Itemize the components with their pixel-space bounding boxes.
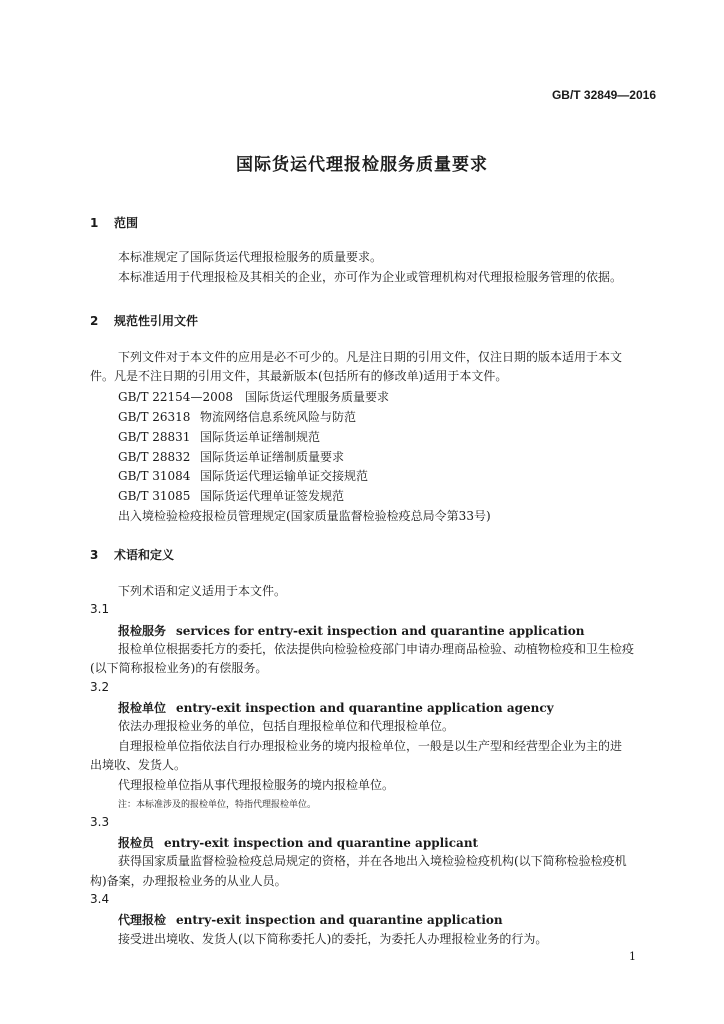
term-number: 3.4 bbox=[90, 892, 110, 906]
paragraph: 下列文件对于本文件的应用是必不可少的。凡是注日期的引用文件，仅注日期的版本适用于本文 bbox=[118, 350, 623, 364]
reference-title: 国际货运代理服务质量要求 bbox=[244, 390, 389, 404]
standard-number: GB/T 32849—2016 bbox=[551, 88, 656, 102]
term-zh: 报检单位 bbox=[118, 701, 167, 715]
reference-title: 国际货运单证缮制质量要求 bbox=[200, 450, 345, 464]
page-number: 1 bbox=[629, 950, 636, 963]
definition: 获得国家质量监督检验检疫总局规定的资格，并在各地出入境检验检疫机构(以下简称检验检疫机 bbox=[118, 854, 627, 868]
section-title: 范围 bbox=[114, 216, 139, 230]
section-title: 规范性引用文件 bbox=[114, 314, 199, 328]
reference-item bbox=[118, 408, 356, 425]
term-number: 3.1 bbox=[90, 602, 110, 616]
section-title: 术语和定义 bbox=[114, 548, 175, 562]
definition: 报检单位根据委托方的委托，依法提供向检验检疫部门申请办理商品检验、动植物检疫和卫生检疫 bbox=[118, 642, 635, 656]
term-number: 3.2 bbox=[90, 680, 110, 694]
term-en: services for entry-exit inspection and quarantine application bbox=[176, 624, 585, 638]
section-3-heading bbox=[90, 546, 174, 563]
note: 注：本标准涉及的报检单位，特指代理报检单位。 bbox=[118, 800, 317, 810]
reference-item: 出入境检验检疫报检员管理规定(国家质量监督检验检疫总局令第33号) bbox=[118, 509, 491, 523]
reference-code: GB/T 28832 bbox=[118, 450, 191, 464]
term-en: entry-exit inspection and quarantine application bbox=[176, 913, 503, 927]
section-number: 3 bbox=[90, 548, 99, 562]
reference-title: 国际货运单证缮制规范 bbox=[200, 430, 321, 444]
section-number: 2 bbox=[90, 314, 99, 328]
reference-code: GB/T 22154—2008 bbox=[118, 390, 233, 404]
section-number: 1 bbox=[90, 216, 99, 230]
definition: (以下简称报检业务)的有偿服务。 bbox=[90, 661, 268, 675]
definition: 依法办理报检业务的单位，包括自理报检单位和代理报检单位。 bbox=[118, 719, 455, 733]
definition: 构)备案，办理报检业务的从业人员。 bbox=[90, 874, 287, 888]
reference-title: 物流网络信息系统风险与防范 bbox=[200, 410, 357, 424]
reference-item bbox=[118, 487, 344, 504]
reference-code: GB/T 26318 bbox=[118, 410, 191, 424]
definition: 自理报检单位指依法自行办理报检业务的境内报检单位，一般是以生产型和经营型企业为主的进 bbox=[118, 739, 623, 753]
term-zh: 代理报检 bbox=[118, 913, 167, 927]
reference-title: 国际货运代理运输单证交接规范 bbox=[200, 469, 369, 483]
paragraph: 本标准规定了国际货运代理报检服务的质量要求。 bbox=[118, 250, 383, 264]
paragraph: 本标准适用于代理报检及其相关的企业，亦可作为企业或管理机构对代理报检服务管理的依据。 bbox=[118, 270, 623, 284]
term-zh: 报检员 bbox=[118, 836, 155, 850]
reference-item bbox=[118, 448, 344, 465]
paragraph: 件。凡是不注日期的引用文件，其最新版本(包括所有的修改单)适用于本文件。 bbox=[90, 369, 508, 383]
term-en: entry-exit inspection and quarantine applicant bbox=[164, 836, 479, 850]
term-heading bbox=[118, 911, 503, 928]
paragraph: 下列术语和定义适用于本文件。 bbox=[118, 584, 287, 598]
reference-item bbox=[118, 467, 368, 484]
term-heading bbox=[118, 834, 478, 851]
term-number: 3.3 bbox=[90, 815, 110, 829]
reference-code: GB/T 28831 bbox=[118, 430, 191, 444]
definition: 接受进出境收、发货人(以下简称委托人)的委托，为委托人办理报检业务的行为。 bbox=[118, 932, 548, 946]
term-en: entry-exit inspection and quarantine application agency bbox=[176, 701, 554, 715]
reference-title: 国际货运代理单证签发规范 bbox=[200, 489, 345, 503]
section-2-heading bbox=[90, 312, 198, 329]
term-zh: 报检服务 bbox=[118, 624, 167, 638]
definition: 代理报检单位指从事代理报检服务的境内报检单位。 bbox=[118, 778, 395, 792]
section-1-heading bbox=[90, 214, 138, 231]
reference-code: GB/T 31084 bbox=[118, 469, 191, 483]
document-title: 国际货运代理报检服务质量要求 bbox=[236, 155, 488, 175]
reference-item bbox=[118, 428, 320, 445]
definition: 出境收、发货人。 bbox=[90, 758, 187, 772]
term-heading bbox=[118, 699, 554, 716]
reference-item bbox=[118, 388, 389, 405]
reference-code: GB/T 31085 bbox=[118, 489, 191, 503]
term-heading bbox=[118, 622, 584, 639]
